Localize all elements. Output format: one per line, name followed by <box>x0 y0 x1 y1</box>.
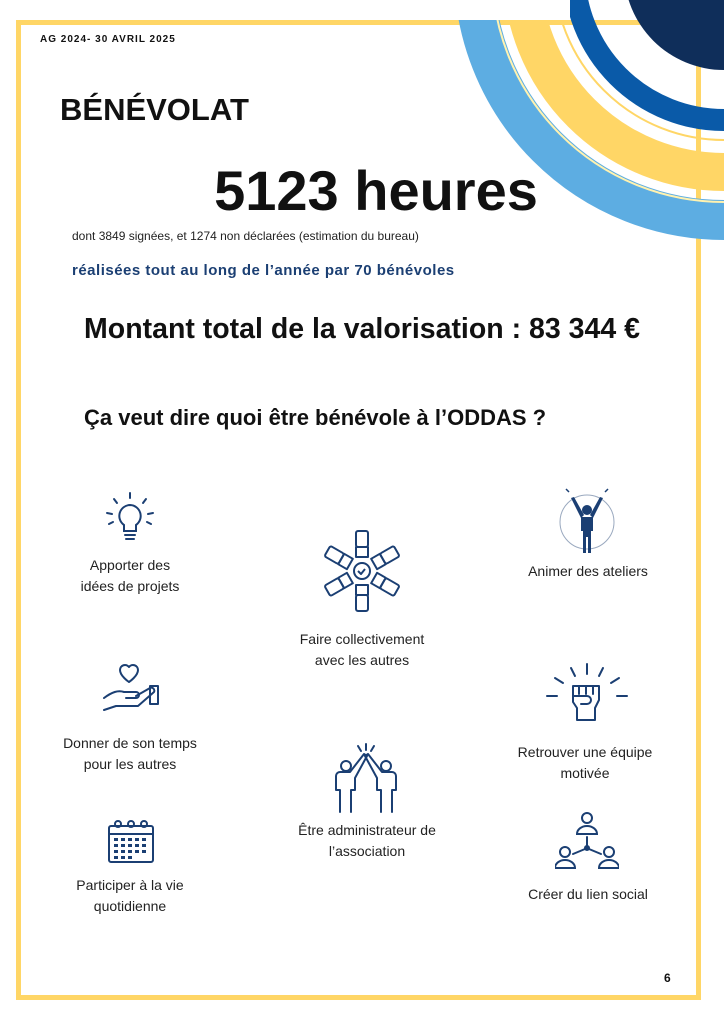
valorisation-total: Montant total de la valorisation : 83 344 € <box>84 313 640 345</box>
raised-fist-icon <box>541 662 633 724</box>
item-time: Donner de son temps pour les autres <box>63 735 197 772</box>
cheering-person-icon <box>555 488 619 558</box>
item-workshops: Animer des ateliers <box>528 563 648 579</box>
lightbulb-icon <box>104 491 156 547</box>
hours-detail: dont 3849 signées, et 1274 non déclarées (estimation du bureau) <box>72 229 419 243</box>
heart-hand-icon <box>100 660 162 714</box>
item-daily-life: Participer à la vie quotidienne <box>76 877 184 914</box>
document-header: AG 2024- 30 AVRIL 2025 <box>40 34 176 45</box>
section-question: Ça veut dire quoi être bénévole à l’ODDAS ? <box>84 405 547 430</box>
network-people-icon <box>555 810 619 874</box>
page-number: 6 <box>664 971 671 985</box>
item-ideas: Apporter des idées de projets <box>80 557 180 594</box>
teamwork-hands-icon <box>316 527 408 615</box>
item-collective: Faire collectivement avec les autres <box>299 631 425 668</box>
item-team: Retrouver une équipe motivée <box>517 744 653 781</box>
item-social-link: Créer du lien social <box>528 886 648 902</box>
item-administrator: Être administrateur de l’association <box>298 822 436 859</box>
calendar-icon <box>106 818 156 866</box>
volunteers-line: réalisées tout au long de l’année par 70 bénévoles <box>72 262 455 279</box>
page-title: BÉNÉVOLAT <box>60 92 249 127</box>
hours-total: 5123 heures <box>214 159 538 222</box>
high-five-icon <box>328 742 404 814</box>
